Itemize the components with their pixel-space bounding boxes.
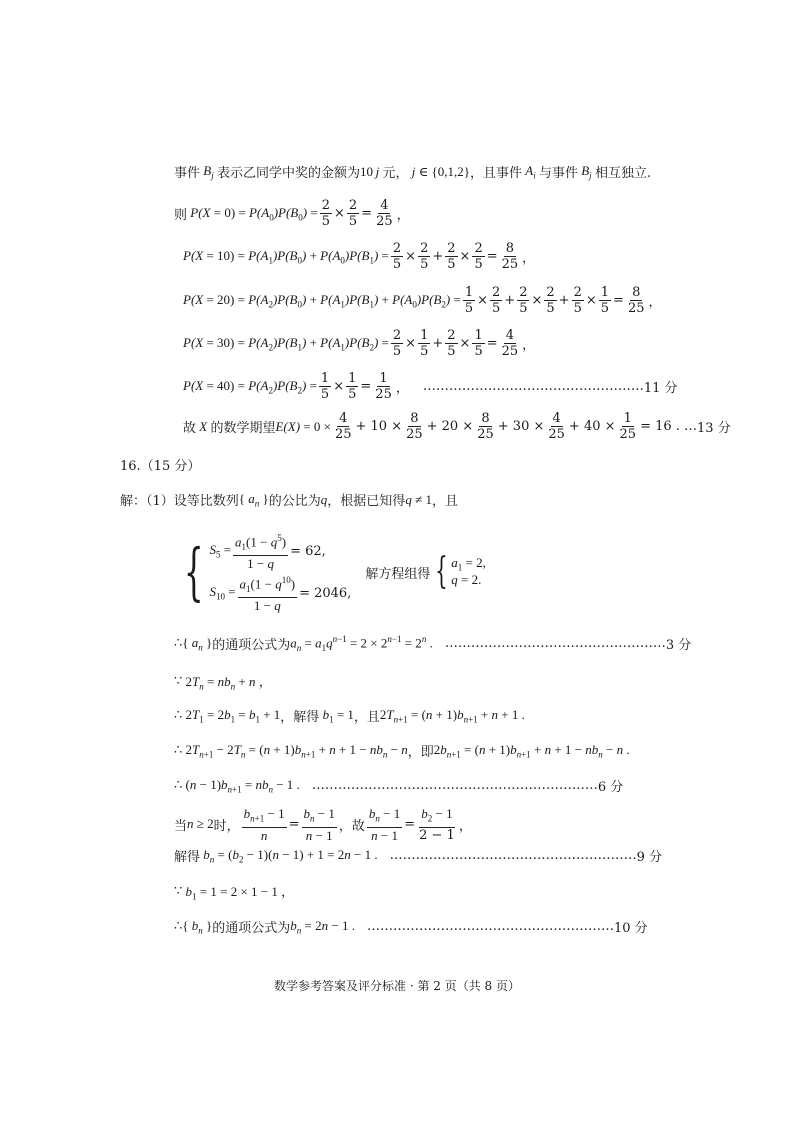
score-3: 3 分 [665,638,692,653]
expectation: 故 X 的数学期望 E(X) = 0 × $\frac{4}{25}$ + 10 × $\frac{8}{25}$ + 20 × $\frac{8}{25}$ + 30 × $\frac{4}{25}$ + 40 × $\frac{1}{25}$ = 16 . … 13 分 [183,411,731,442]
bn-solution: 解得 $b_n = (b_2 - 1)(n - 1) + 1 = 2n - 1$ . ………………………………………………… 9 分 [174,846,663,865]
problem-16-title: 16.（15 分） [120,459,201,474]
solution-intro: 解：（1）设等比数列 { $a_n$ } 的公比为 q ，根据已知得 q ≠ 1 ，且 [120,490,458,509]
b1-check: ∵ $b_1 = 1 = 2 \times 1 - 1$ ， [174,883,295,902]
score-6: 6 分 [597,780,624,795]
recurrence-relation: ∴ $(n - 1)b_{n+1} = nb_n - 1$ . ………………………………………………………… 6 分 [174,776,624,795]
page-footer: 数学参考答案及评分标准 · 第 2 页（共 8 页） [274,979,520,993]
because-tn: ∵ $2T_n = nb_n + n$ ， [174,673,272,692]
an-general-term: ∴ { $a_n$ } 的通项公式为 $a_n = a_1q^{n-1} = 2 \times 2^{n-1} = 2^n$ . …………………………………………… 3 分 [174,634,692,653]
score-10: 10 分 [613,921,648,936]
equation-system: { $S_5$ = $\frac{a_1(1 - q^5)}{1 - q}$ = 62, $S_{10}$ = $\frac{a_1(1 - q^{10})}{1 - q}$ = 2046, 解方程组得 { $a_1 = 2$, q = 2. [183,533,486,613]
prob-x10: $P(X = 10) = P(A_1)P(B_0) + P(A_0)P(B_1)$ = $\frac{2}{5}$ × $\frac{2}{5}$ + $\frac{2}{5}$ × $\frac{2}{5}$ = $\frac{8}{25}$ ， [183,241,536,272]
when-n-ge-2: 当 n ≥ 2 时， $\frac{b_{n+1} - 1}{n}$ = $\frac{b_n - 1}{n - 1}$ ，故 $\frac{b_n - 1}{n - 1}$ = $\frac{b_2 - 1}{2 - 1}$ ， [174,806,472,843]
score-11: 11 分 [643,381,678,396]
prob-x30: $P(X = 30) = P(A_2)P(B_1) + P(A_1)P(B_2)$ = $\frac{2}{5}$ × $\frac{1}{5}$ + $\frac{2}{5}$ × $\frac{1}{5}$ = $\frac{4}{25}$ ， [183,328,536,359]
event-statement: 事件 $B_j$ 表示乙同学中奖的金额为 10 j 元， j ∈ {0,1,2} ，且事件 $A_i$ 与事件 $B_j$ 相互独立. [174,162,652,181]
t1-relation: ∴ $2T_1 = 2b_1 = b_1 + 1$ ，解得 $b_1 = 1$ ，且 $2T_{n+1} = (n + 1)b_{n+1} + n + 1$ . [174,706,525,725]
score-9: 9 分 [636,850,663,865]
prob-x0: 则 $P(X = 0) = P(A_0)P(B_0)$ = $\frac{2}{5}$ × $\frac{2}{5}$ = $\frac{4}{25}$ ， [174,198,410,229]
prob-x40: $P(X = 40) = P(A_2)P(B_2)$ = $\frac{1}{5}$ × $\frac{1}{5}$ = $\frac{1}{25}$ ， …………………………………………… 11 分 [183,371,678,402]
prob-x20: $P(X = 20) = P(A_2)P(B_0) + P(A_1)P(B_1) + P(A_0)P(B_2)$ = $\frac{1}{5}$ × $\frac{2}{5}$ + $\frac{2}{5}$ × $\frac{2}{5}$ + $\frac{2}{5}$ × $\frac{1}{5}$ = $\frac{8}{25}$ ， [183,285,662,316]
bn-general-term: ∴ { $b_n$ } 的通项公式为 $b_n = 2n - 1$ . ………………………………………………… 10 分 [174,917,648,936]
score-13: 13 分 [697,421,731,436]
difference-relation: ∴ $2T_{n+1} - 2T_n = (n + 1)b_{n+1} + n + 1 - nb_n - n$ ，即 $2b_{n+1} = (n + 1)b_{n+1} + n + 1 - nb_n - n$ . [174,741,630,760]
